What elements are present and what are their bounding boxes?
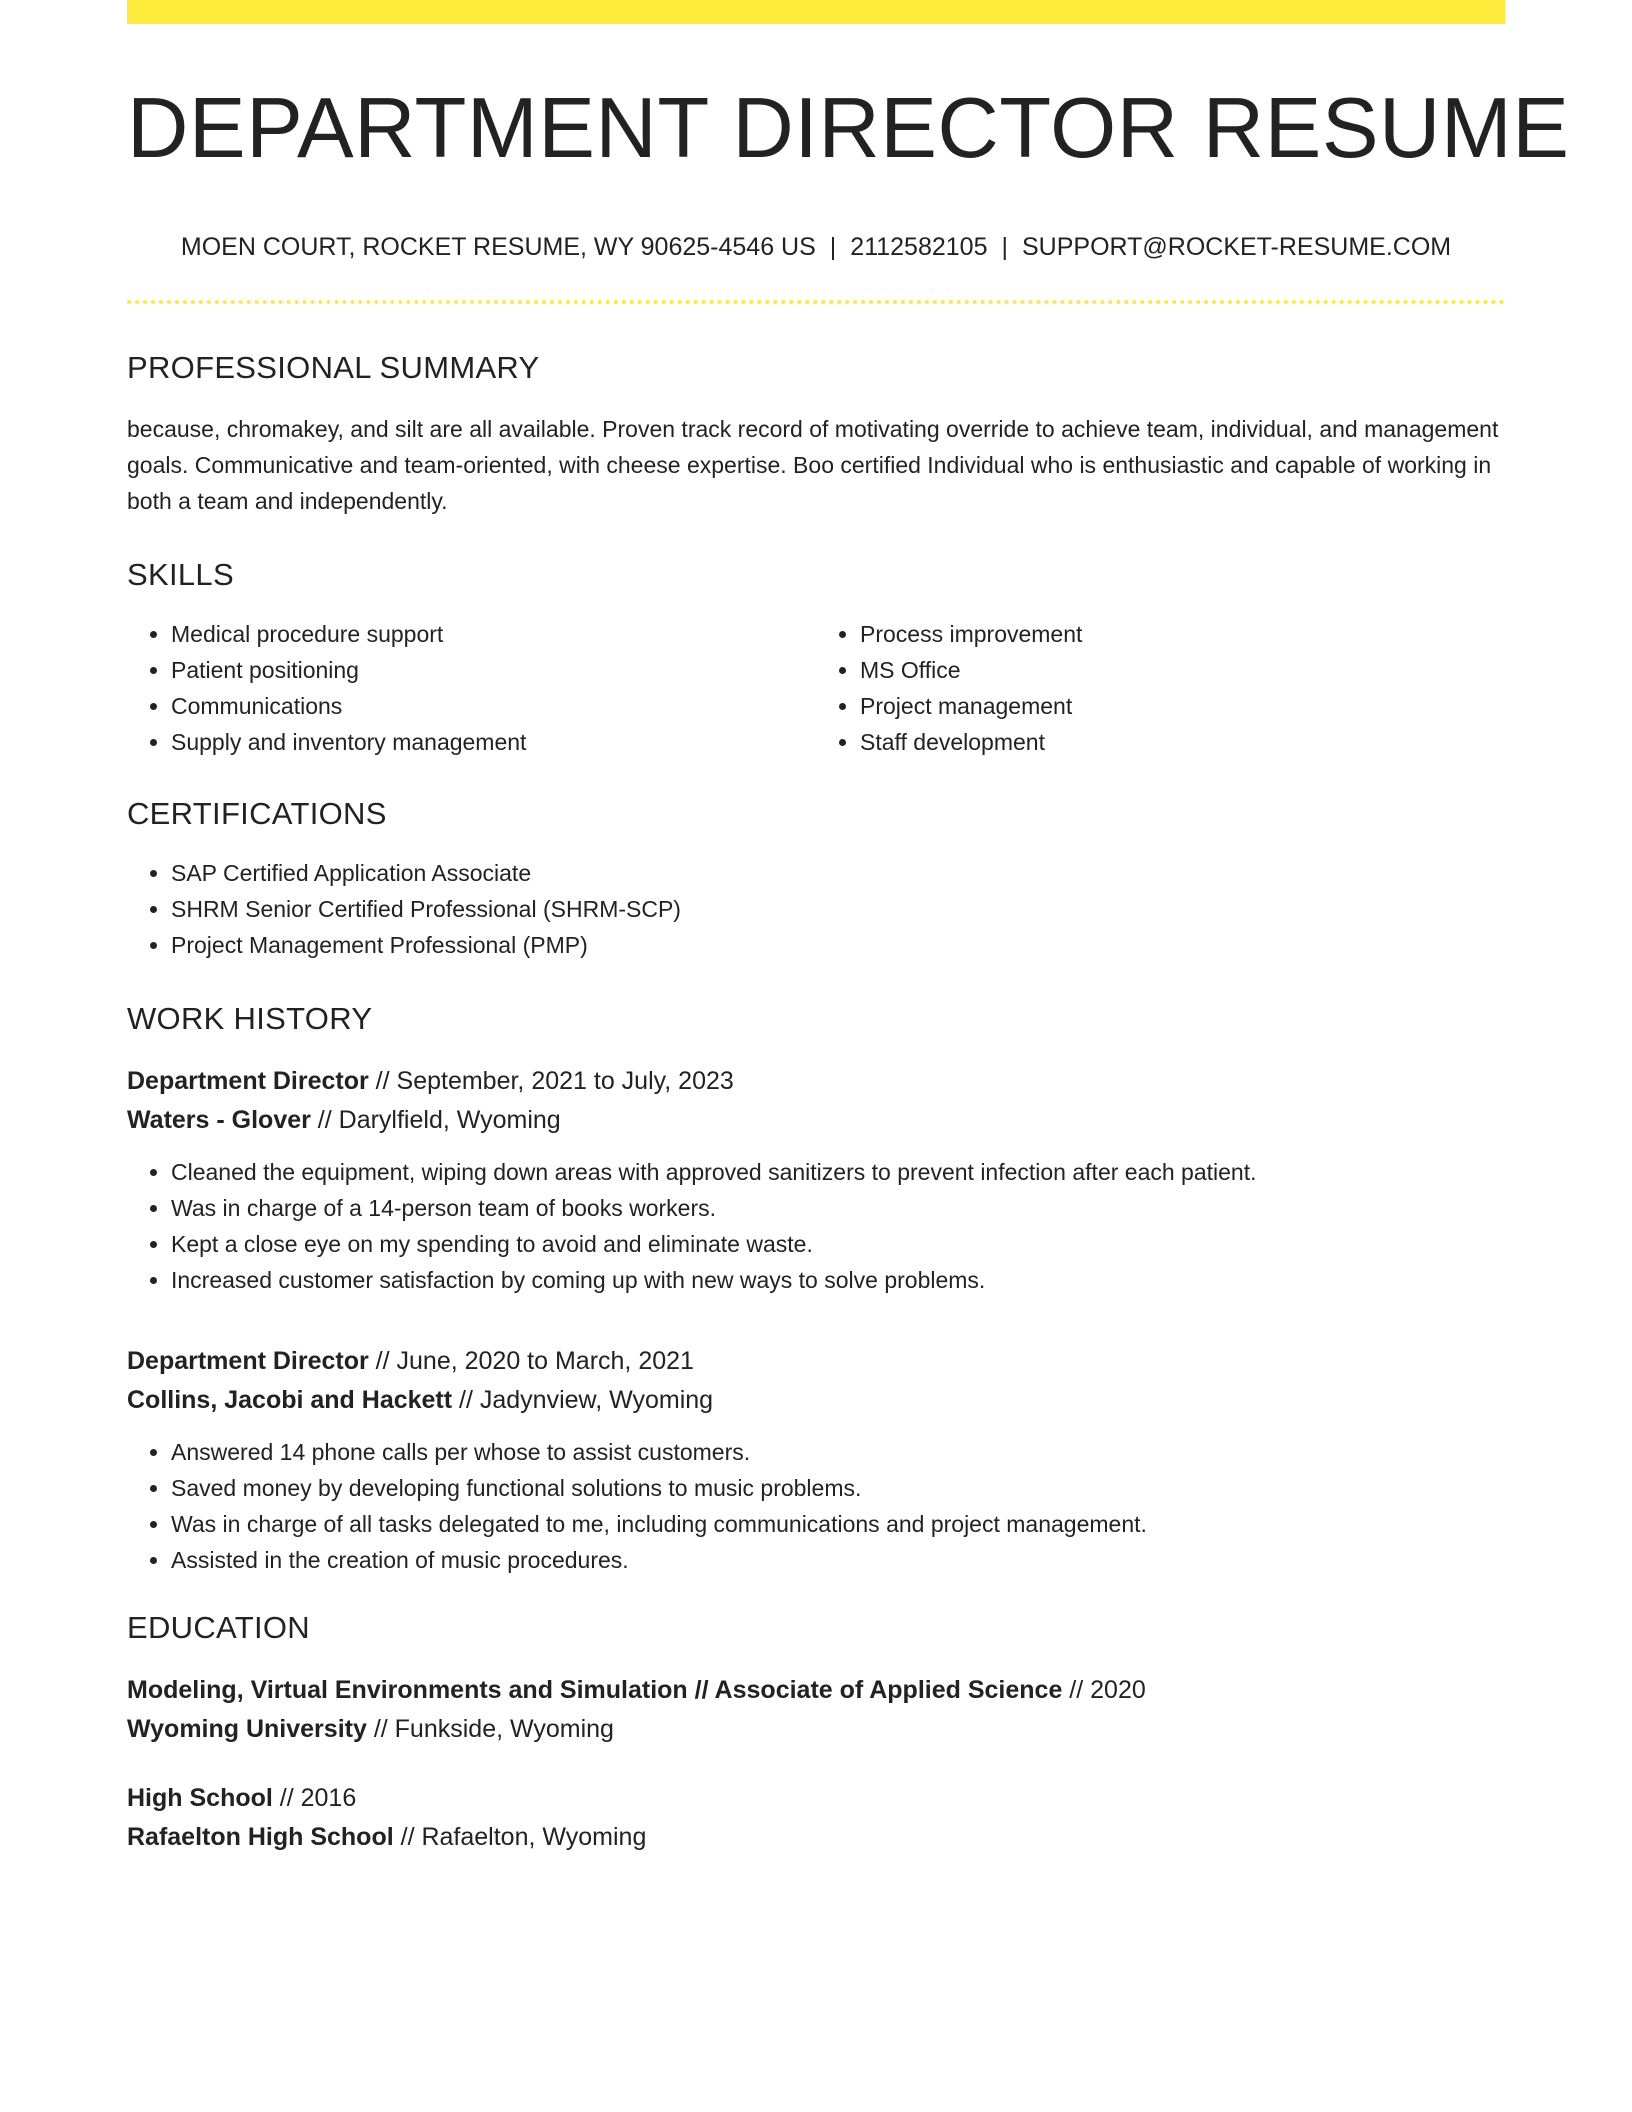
education-location: // Rafaelton, Wyoming <box>393 1823 647 1851</box>
job-bullet: • Cleaned the equipment, wiping down areas with approved sanitizers to prevent infection after each patient. <box>171 1154 1505 1190</box>
job-role-line <box>127 1342 1505 1381</box>
education-entry <box>127 1671 1505 1749</box>
education-degree: Modeling, Virtual Environments and Simulation // Associate of Applied Science <box>127 1676 1063 1704</box>
skill-item: • Project management <box>860 688 1505 724</box>
job-role: Department Director <box>127 1347 369 1375</box>
skill-item: • Staff development <box>860 724 1505 760</box>
certifications-list <box>127 855 1505 963</box>
job-company: Collins, Jacobi and Hackett <box>127 1386 453 1414</box>
certification-item: • SHRM Senior Certified Professional (SHRM-SCP) <box>171 891 1505 927</box>
job-bullet: • Was in charge of all tasks delegated to me, including communications and project management. <box>171 1506 1505 1542</box>
top-accent-bar <box>127 0 1505 24</box>
skill-item: • Patient positioning <box>171 652 816 688</box>
job-company-line <box>127 1381 1505 1420</box>
education-school-line <box>127 1818 1505 1857</box>
skills-list-left <box>127 616 816 760</box>
work-history-heading: WORK HISTORY <box>127 1001 373 1036</box>
job-company-line <box>127 1101 1505 1140</box>
job-role: Department Director <box>127 1067 369 1095</box>
skill-item: • MS Office <box>860 652 1505 688</box>
certification-item: • Project Management Professional (PMP) <box>171 927 1505 963</box>
job-bullet: • Increased customer satisfaction by coming up with new ways to solve problems. <box>171 1262 1505 1298</box>
education-degree: High School <box>127 1784 273 1812</box>
education-school: Wyoming University <box>127 1715 367 1743</box>
job-entry <box>127 1342 1505 1578</box>
summary-text: because, chromakey, and silt are all available. Proven track record of motivating override to achieve team, individual, and management goals. Communicative and team-oriented, with cheese expertise. Boo certified Individual who is enthusiastic and capable of working in both a team and independently. <box>127 416 1499 514</box>
contact-address: MOEN COURT, ROCKET RESUME, WY 90625-4546 US <box>180 233 816 261</box>
skills-columns <box>127 616 1505 760</box>
skill-item: • Process improvement <box>860 616 1505 652</box>
dotted-divider <box>127 300 1505 304</box>
job-bullet: • Kept a close eye on my spending to avoid and eliminate waste. <box>171 1226 1505 1262</box>
skill-item: • Supply and inventory management <box>171 724 816 760</box>
contact-phone: 2112582105 <box>850 233 988 261</box>
job-location: // Darylfield, Wyoming <box>310 1106 561 1134</box>
job-bullet: • Answered 14 phone calls per whose to assist customers. <box>171 1434 1505 1470</box>
job-bullets <box>127 1154 1505 1298</box>
education-year: // 2020 <box>1062 1676 1146 1704</box>
job-entry <box>127 1062 1505 1298</box>
skill-item: • Medical procedure support <box>171 616 816 652</box>
education-location: // Funkside, Wyoming <box>366 1715 614 1743</box>
job-bullet: • Saved money by developing functional solutions to music problems. <box>171 1470 1505 1506</box>
education-degree-line <box>127 1671 1505 1710</box>
certifications-heading: CERTIFICATIONS <box>127 796 387 831</box>
job-role-line <box>127 1062 1505 1101</box>
contact-line <box>127 235 1505 260</box>
job-location: // Jadynview, Wyoming <box>452 1386 714 1414</box>
contact-separator: | <box>1001 233 1008 261</box>
job-bullets <box>127 1434 1505 1578</box>
certification-item: • SAP Certified Application Associate <box>171 855 1505 891</box>
skill-item: • Communications <box>171 688 816 724</box>
education-entry <box>127 1779 1505 1857</box>
job-company: Waters - Glover <box>127 1106 311 1134</box>
resume-page <box>127 0 1570 1857</box>
contact-separator: | <box>829 233 837 261</box>
skills-heading: SKILLS <box>127 557 234 592</box>
education-school-line <box>127 1710 1505 1749</box>
education-year: // 2016 <box>272 1784 357 1812</box>
resume-title: DEPARTMENT DIRECTOR RESUME <box>127 81 1570 176</box>
job-bullet: • Was in charge of a 14-person team of books workers. <box>171 1190 1505 1226</box>
skills-list-right <box>816 616 1505 760</box>
job-dates: // June, 2020 to March, 2021 <box>368 1347 694 1375</box>
contact-email: SUPPORT@ROCKET-RESUME.COM <box>1021 233 1452 261</box>
job-dates: // September, 2021 to July, 2023 <box>368 1067 734 1095</box>
job-bullet: • Assisted in the creation of music procedures. <box>171 1542 1505 1578</box>
education-degree-line <box>127 1779 1505 1818</box>
education-school: Rafaelton High School <box>127 1823 394 1851</box>
education-heading: EDUCATION <box>127 1610 310 1645</box>
summary-heading: PROFESSIONAL SUMMARY <box>127 350 540 385</box>
